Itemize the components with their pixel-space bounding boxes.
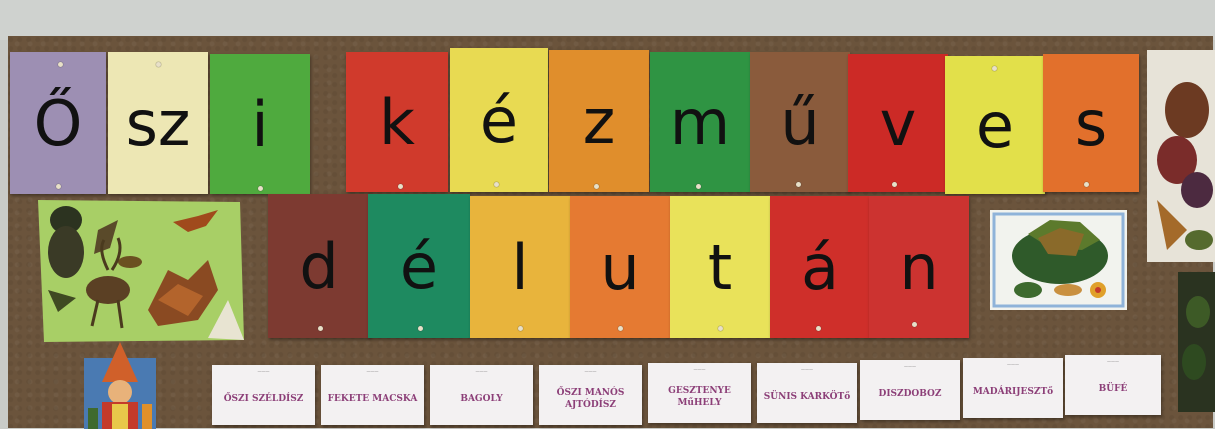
letter: é <box>399 229 439 303</box>
letter-card <box>10 52 106 194</box>
label-small-text: ——— <box>1007 361 1019 366</box>
station-label <box>321 365 424 425</box>
station-label <box>648 363 751 423</box>
pin <box>494 182 499 187</box>
letter: Ő <box>33 86 83 160</box>
label-small-text: ——— <box>257 368 270 373</box>
letter: s <box>1074 86 1108 160</box>
letter: ű <box>780 85 820 159</box>
pin <box>816 326 821 331</box>
pin <box>318 326 323 331</box>
pin <box>618 326 623 331</box>
leaf-collage-artwork <box>38 200 244 342</box>
dark-collage-edge-illustration <box>1178 272 1215 412</box>
letter: t <box>707 230 733 304</box>
letter-card <box>570 196 670 338</box>
station-label <box>430 365 533 425</box>
label-small-text: ——— <box>693 366 706 371</box>
letter-card <box>470 196 570 338</box>
letter-card <box>368 194 470 338</box>
label-small-text: ——— <box>366 368 379 373</box>
letter-card <box>450 48 548 192</box>
letter: e <box>975 88 1015 162</box>
station-label-text: FEKETE MACSKA <box>327 393 418 404</box>
letter: n <box>899 230 939 304</box>
letter: é <box>479 83 519 157</box>
letter-card <box>650 52 750 192</box>
leaf-collage-edge-illustration <box>1147 50 1215 262</box>
letter: sz <box>125 86 191 160</box>
pin <box>56 184 61 189</box>
station-label <box>860 360 960 420</box>
station-label <box>539 365 642 425</box>
label-small-text: ——— <box>475 368 488 373</box>
station-label <box>963 358 1063 418</box>
pin <box>258 186 263 191</box>
pin <box>718 326 723 331</box>
letter: i <box>251 87 269 161</box>
leaf-collage-edge <box>1147 50 1215 262</box>
hedgehog-artwork <box>990 210 1127 310</box>
letter: d <box>299 229 339 303</box>
letter: v <box>879 86 917 160</box>
letter-card <box>945 56 1045 194</box>
station-label-text: GESZTENYE MűHELY <box>668 385 731 408</box>
label-small-text: ——— <box>904 363 916 368</box>
letter: m <box>669 85 731 159</box>
station-label-text: SÜNIS KARKÖTő <box>763 391 851 402</box>
pin <box>518 326 523 331</box>
pin <box>992 66 997 71</box>
letter-card <box>1043 54 1139 192</box>
hedgehog-illustration <box>990 210 1127 310</box>
letter-card <box>210 54 310 194</box>
scarecrow-artwork <box>84 342 156 429</box>
dark-collage-edge <box>1178 272 1215 412</box>
pin <box>398 184 403 189</box>
pin <box>696 184 701 189</box>
letter-card <box>108 52 208 194</box>
label-small-text: ——— <box>801 366 813 371</box>
station-label-text: ŐSZI SZÉLDÍSZ <box>223 393 304 404</box>
pin <box>418 326 423 331</box>
station-label <box>1065 355 1161 415</box>
station-label-text: BÜFÉ <box>1098 383 1128 394</box>
station-label <box>757 363 857 423</box>
pin <box>796 182 801 187</box>
pin <box>58 62 63 67</box>
pin <box>156 62 161 67</box>
letter: á <box>801 230 839 304</box>
station-label-text: BAGOLY <box>460 393 503 404</box>
letter-card <box>750 52 850 192</box>
letter-card <box>770 196 870 338</box>
letter: u <box>600 230 640 304</box>
letter-card <box>848 54 948 192</box>
pin <box>1084 182 1089 187</box>
station-label-text: MADÁRIJESZTő <box>972 386 1054 397</box>
letter-card <box>346 52 448 192</box>
letter: l <box>511 230 529 304</box>
label-small-text: ——— <box>584 368 597 373</box>
letter-card <box>869 196 969 338</box>
scarecrow-illustration <box>84 342 156 429</box>
pin <box>594 184 599 189</box>
letter: z <box>582 84 616 158</box>
letter-card <box>670 196 770 338</box>
letter: k <box>379 85 415 159</box>
station-label-text: DISZDOBOZ <box>878 388 942 399</box>
letter-card <box>549 50 649 192</box>
station-label <box>212 365 315 425</box>
pin <box>912 322 917 327</box>
leaf-collage-illustration <box>38 200 244 342</box>
wall <box>0 0 1215 40</box>
letter-card <box>268 194 370 338</box>
station-label-text: ŐSZI MANÓS AJTÓDÍSZ <box>556 387 625 410</box>
pin <box>892 182 897 187</box>
label-small-text: ——— <box>1107 358 1119 363</box>
